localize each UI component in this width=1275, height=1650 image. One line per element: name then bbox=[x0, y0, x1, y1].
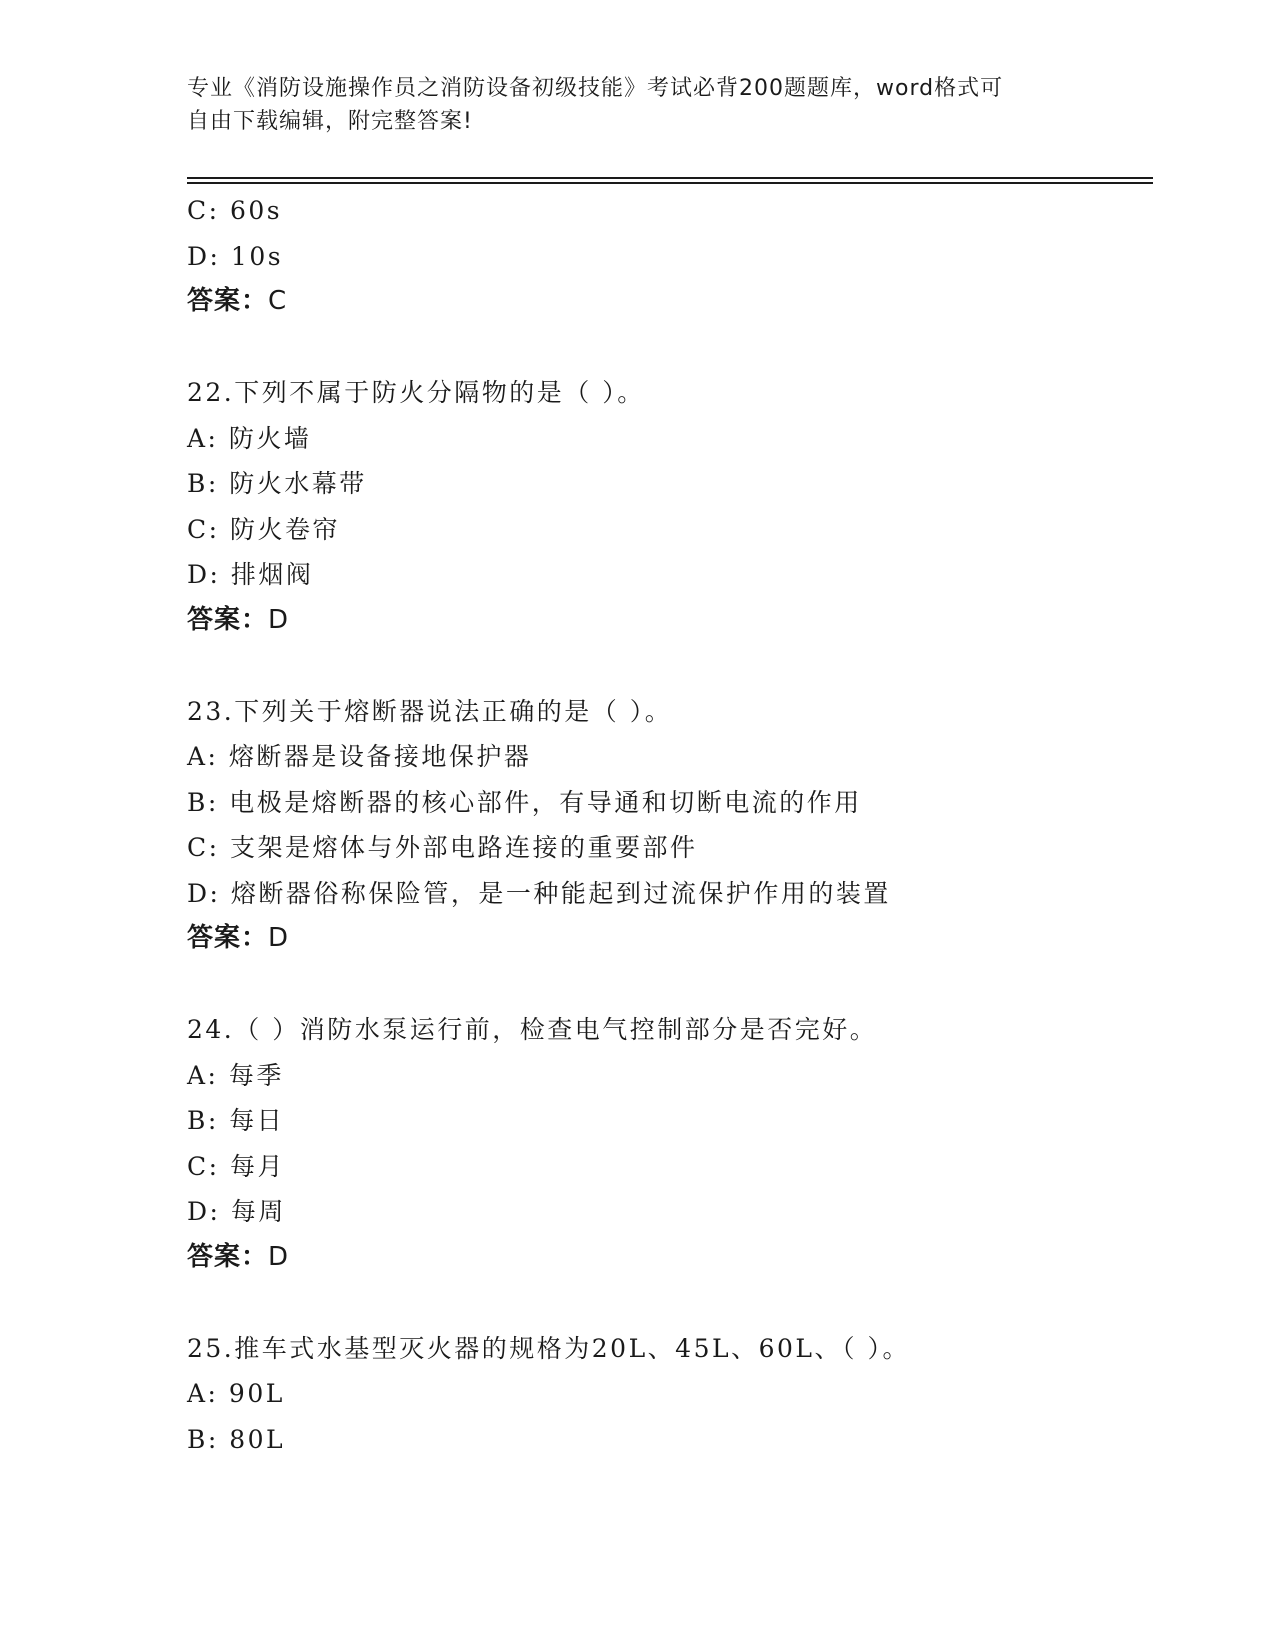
q21-option-d: D: 10s bbox=[187, 241, 284, 271]
q25-option-b: B: 80L bbox=[187, 1424, 286, 1454]
answer-label: 答案： bbox=[187, 1241, 269, 1272]
header-line-1: 专业《消防设施操作员之消防设备初级技能》考试必背200题题库，word格式可 bbox=[187, 76, 1004, 101]
q23-question: 23.下列关于熔断器说法正确的是（ ）。 bbox=[187, 696, 673, 726]
q21-answer bbox=[187, 279, 1153, 325]
q24-question: 24.（ ）消防水泵运行前，检查电气控制部分是否完好。 bbox=[187, 1015, 878, 1044]
q23-answer bbox=[187, 916, 1153, 962]
q24-option-a: A: 每季 bbox=[187, 1060, 284, 1090]
q23-option-d: D: 熔断器俗称保险管，是一种能起到过流保护作用的装置 bbox=[187, 878, 891, 908]
q22-answer bbox=[187, 598, 1153, 644]
q21-option-c: C: 60s bbox=[187, 196, 283, 225]
answer-label: 答案： bbox=[187, 604, 269, 635]
answer-label: 答案： bbox=[187, 286, 269, 316]
answer-value: D bbox=[268, 604, 290, 635]
header-divider-top bbox=[187, 177, 1153, 179]
document-header bbox=[187, 72, 1087, 138]
q25-option-a: A: 90L bbox=[187, 1379, 285, 1408]
answer-value: D bbox=[268, 923, 290, 953]
q25-question: 25.推车式水基型灭火器的规格为20L、45L、60L、（ ）。 bbox=[187, 1333, 910, 1363]
q24-option-d: D: 每周 bbox=[187, 1197, 286, 1226]
q23-option-a: A: 熔断器是设备接地保护器 bbox=[187, 742, 532, 771]
q22-option-b: B: 防火水幕带 bbox=[187, 469, 367, 498]
q24-answer bbox=[187, 1235, 1153, 1281]
q23-option-b: B: 电极是熔断器的核心部件，有导通和切断电流的作用 bbox=[187, 787, 862, 817]
q22-option-c: C: 防火卷帘 bbox=[187, 514, 340, 544]
header-line-2: 自由下载编辑，附完整答案! bbox=[187, 109, 473, 134]
q22-option-a: A: 防火墙 bbox=[187, 423, 312, 453]
answer-label: 答案： bbox=[187, 923, 269, 953]
q22-option-d: D: 排烟阀 bbox=[187, 560, 314, 589]
q24-option-b: B: 每日 bbox=[187, 1106, 285, 1135]
question-list bbox=[187, 188, 1153, 1462]
header-divider-bottom bbox=[187, 182, 1153, 184]
answer-value: C bbox=[268, 286, 288, 316]
q23-option-c: C: 支架是熔体与外部电路连接的重要部件 bbox=[187, 833, 698, 862]
answer-value: D bbox=[268, 1241, 290, 1272]
q24-option-c: C: 每月 bbox=[187, 1151, 285, 1181]
q22-question: 22.下列不属于防火分隔物的是（ ）。 bbox=[187, 378, 645, 407]
